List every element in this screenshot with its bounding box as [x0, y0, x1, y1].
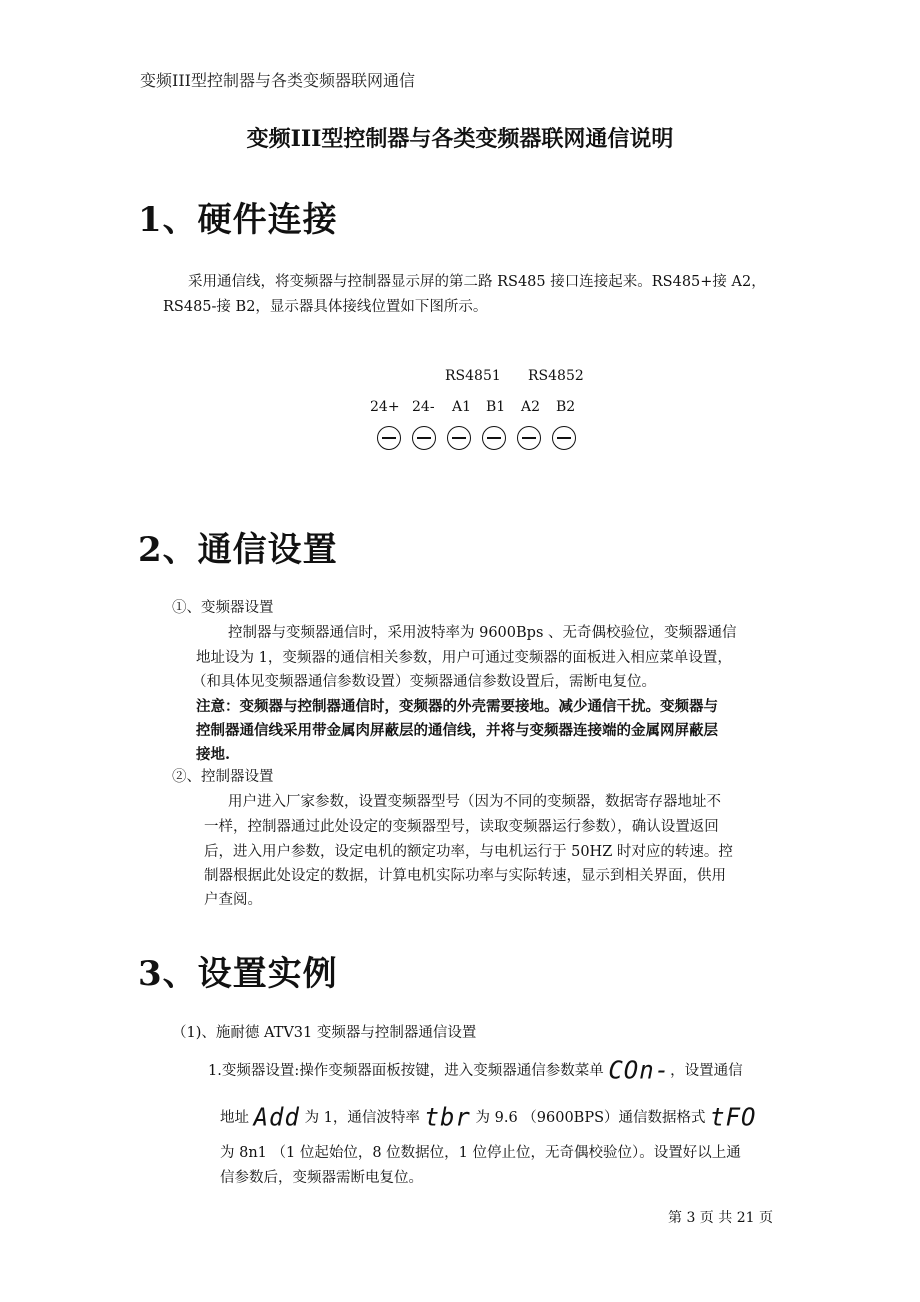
inverter-settings-title: ①、变频器设置	[172, 600, 274, 616]
baud-rate-segment-display: tbr	[424, 1102, 471, 1132]
inverter-settings-line-3: （和具体见变频器通信参数设置）变频器通信参数设置后，需断电复位。	[192, 674, 656, 690]
com-menu-segment-display: COn-	[608, 1055, 671, 1085]
atv31-line-2-text-c: 为 9.6 （9600BPS）通信数据格式	[475, 1110, 706, 1126]
atv31-line-1	[208, 1055, 743, 1085]
terminal-label-24minus: 24-	[412, 399, 435, 415]
section-2-heading: 2、通信设置	[138, 530, 338, 570]
terminal-circle-b2	[552, 426, 576, 450]
terminal-label-a1: A1	[452, 399, 472, 415]
terminal-circle-a1	[447, 426, 471, 450]
controller-settings-line-5: 户查阅。	[204, 892, 262, 908]
rs4852-label: RS4852	[528, 368, 584, 384]
atv31-line-1-text-a: 1.变频器设置:操作变频器面板按键，进入变频器通信参数菜单	[208, 1063, 604, 1079]
inverter-settings-line-2: 地址设为 1，变频器的通信相关参数，用户可通过变频器的面板进入相应菜单设置，	[196, 650, 732, 666]
section-1-heading: 1、硬件连接	[138, 200, 338, 240]
controller-settings-title: ②、控制器设置	[172, 769, 274, 785]
atv31-line-3: 为 8n1 （1 位起始位，8 位数据位，1 位停止位，无奇偶校验位）。设置好以上通	[220, 1145, 741, 1161]
terminal-circle-b1	[482, 426, 506, 450]
atv31-line-2	[220, 1102, 757, 1132]
terminal-label-b2: B2	[556, 399, 576, 415]
atv31-line-2-text-b: 为 1，通信波特率	[304, 1110, 420, 1126]
inverter-settings-line-1: 控制器与变频器通信时，采用波特率为 9600Bps 、无奇偶校验位，变频器通信	[228, 625, 737, 641]
data-format-segment-display: tFO	[710, 1102, 757, 1132]
controller-settings-line-1: 用户进入厂家参数，设置变频器型号（因为不同的变频器，数据寄存器地址不	[228, 794, 721, 810]
atv31-line-4: 信参数后，变频器需断电复位。	[220, 1170, 423, 1186]
address-segment-display: Add	[253, 1102, 300, 1132]
rs4851-label: RS4851	[445, 368, 501, 384]
controller-settings-line-2: 一样，控制器通过此处设定的变频器型号，读取变频器运行参数），确认设置返回	[204, 819, 719, 835]
note-line-1: 注意：变频器与控制器通信时，变频器的外壳需要接地。减少通信干扰。变频器与	[196, 698, 718, 715]
page-header: 变频III型控制器与各类变频器联网通信	[140, 71, 415, 90]
section-1-paragraph-line-1: 采用通信线，将变频器与控制器显示屏的第二路 RS485 接口连接起来。RS485+接 A2，	[188, 274, 766, 290]
terminal-label-a2: A2	[521, 399, 541, 415]
atv31-line-2-text-a: 地址	[220, 1110, 249, 1126]
controller-settings-line-3: 后，进入用户参数，设定电机的额定功率，与电机运行于 50HZ 时对应的转速。控	[204, 844, 733, 860]
atv31-settings-title: （1)、施耐德 ATV31 变频器与控制器通信设置	[172, 1025, 477, 1041]
terminal-circle-24plus	[377, 426, 401, 450]
terminal-label-24plus: 24+	[370, 399, 400, 415]
section-3-heading: 3、设置实例	[138, 954, 338, 994]
terminal-label-b1: B1	[486, 399, 506, 415]
note-line-3: 接地.	[196, 746, 231, 763]
terminal-circle-a2	[517, 426, 541, 450]
document-title: 变频III型控制器与各类变频器联网通信说明	[246, 126, 674, 152]
note-line-2: 控制器通信线采用带金属肉屏蔽层的通信线，并将与变频器连接端的金属网屏蔽层	[196, 722, 718, 739]
controller-settings-line-4: 制器根据此处设定的数据，计算电机实际功率与实际转速，显示到相关界面，供用	[204, 868, 726, 884]
atv31-line-1-text-b: ，设置通信	[670, 1063, 743, 1079]
section-1-paragraph-line-2: RS485-接 B2，显示器具体接线位置如下图所示。	[163, 299, 488, 315]
terminal-circle-24minus	[412, 426, 436, 450]
page-footer: 第 3 页 共 21 页	[668, 1210, 773, 1226]
